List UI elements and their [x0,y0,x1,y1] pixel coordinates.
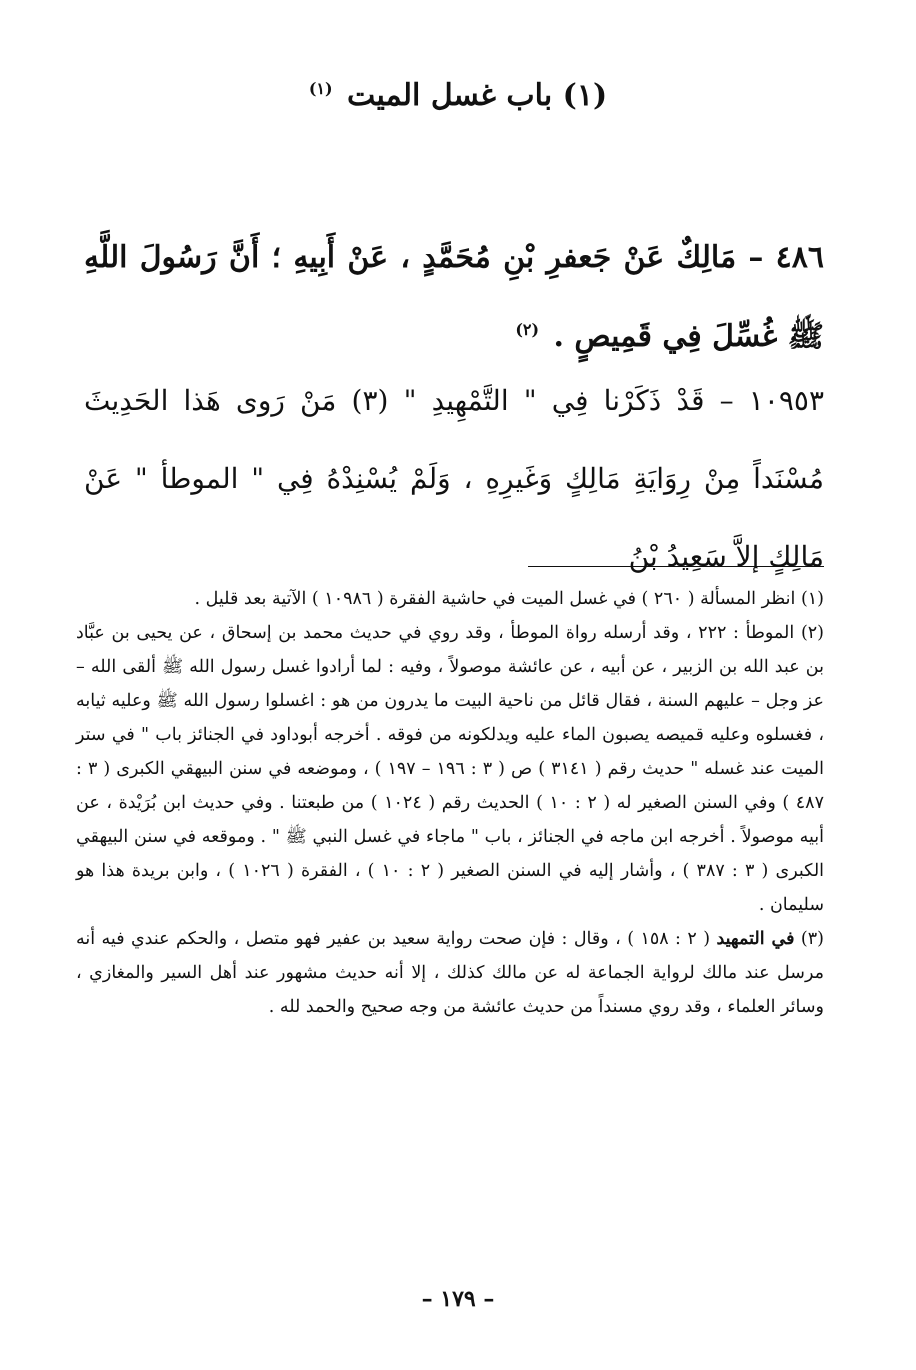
hadith-footnote-ref: (٢) [515,320,540,339]
chapter-title-footnote-ref: (١) [308,79,333,98]
footnote-text: ( ٢ : ١٥٨ ) ، وقال : فإن صحت رواية سعيد بن عفير فهو متصل ، والحكم عندي فيه أنه مرسل عند مالك لرواية الجماعة له عن مالك كذلك ، إلا أنه حديث مشهور عند أهل السير والمغازي ، وسائر العلماء ، وقد روي مسنداً من حديث عائشة من وجه صحيح والحمد لله . [76,929,824,1017]
footnote-3 [76,922,824,1024]
chapter-title [0,78,916,113]
footnote-lead: في التمهيد [716,929,795,949]
hadith-paragraph [84,222,824,373]
page-number: – ١٧٩ – [421,1286,495,1312]
hadith-text: – مَالِكٌ عَنْ جَعفرِ بْنِ مُحَمَّدٍ ، عَنْ أَبِيهِ ؛ أَنَّ رَسُولَ اللَّهِ ﷺ غُسِّلَ فِي قَمِيصٍ . [84,240,824,354]
footnote-1 [76,582,824,616]
footnote-label: (٣) [800,929,824,949]
commentary-number: ١٠٩٥٣ [748,384,824,417]
footnote-2 [76,616,824,922]
commentary-text: – قَدْ ذَكَرْنا فِي " التَّمْهِيدِ " (٣) مَنْ رَوى هَذا الحَدِيثَ مُسْنَداً مِنْ رِوَايَةِ مَالِكٍ وَغَيرِهِ ، وَلَمْ يُسْنِدْهُ فِي " الموطأ " عَنْ مَالِكٍ إلاَّ سَعِيدُ بْنُ [84,384,824,573]
hadith-number: ٤٨٦ [775,240,825,275]
footnote-separator [528,566,824,567]
footnote-text: انظر المسألة ( ٢٦٠ ) في غسل الميت في حاشية الفقرة ( ١٠٩٨٦ ) الآتية بعد قليل . [194,589,796,609]
commentary-paragraph [84,362,824,596]
footnote-label: (١) [800,589,824,609]
footnote-text: الموطأ : ٢٢٢ ، وقد أرسله رواة الموطأ ، وقد روي في حديث محمد بن إسحاق ، عن يحيى بن عبَّاد بن عبد الله بن الزبير ، عن أبيه ، عن عائشة موصولاً ، وفيه : لما أرادوا غسل رسول الله ﷺ ألقى الله – عز وجل – عليهم السنة ، فقال قائل من ناحية البيت ما يدرون من هو : اغسلوا رسول الله ﷺ وعليه ثيابه ، فغسلوه وعليه قميصه يصبون الماء عليه ويدلكونه من فوقه . أخرجه أبوداود في الجنائز باب " في ستر الميت عند غسله " حديث رقم ( ٣١٤١ ) ص ( ٣ : ١٩٦ – ١٩٧ ) ، وموضعه في سنن البيهقي الكبرى ( ٣ : ٤٨٧ ) وفي السنن الصغير له ( ٢ : ١٠ ) الحديث رقم ( ١٠٢٤ ) من طبعتنا . وفي حديث ابن بُرَيْدة ، عن أبيه موصولاً . أخرجه ابن ماجه في الجنائز ، باب " ماجاء في غسل النبي ﷺ " . وموقعه في سنن البيهقي الكبرى ( ٣ : ٣٨٧ ) ، وأشار إليه في السنن الصغير ( ٢ : ١٠ ) ، الفقرة ( ١٠٢٦ ) ، وابن بريدة هذا هو سليمان . [76,623,825,915]
footnotes [76,582,824,1024]
chapter-title-text: (١) باب غسل الميت [347,78,608,113]
footnote-label: (٢) [800,623,824,643]
